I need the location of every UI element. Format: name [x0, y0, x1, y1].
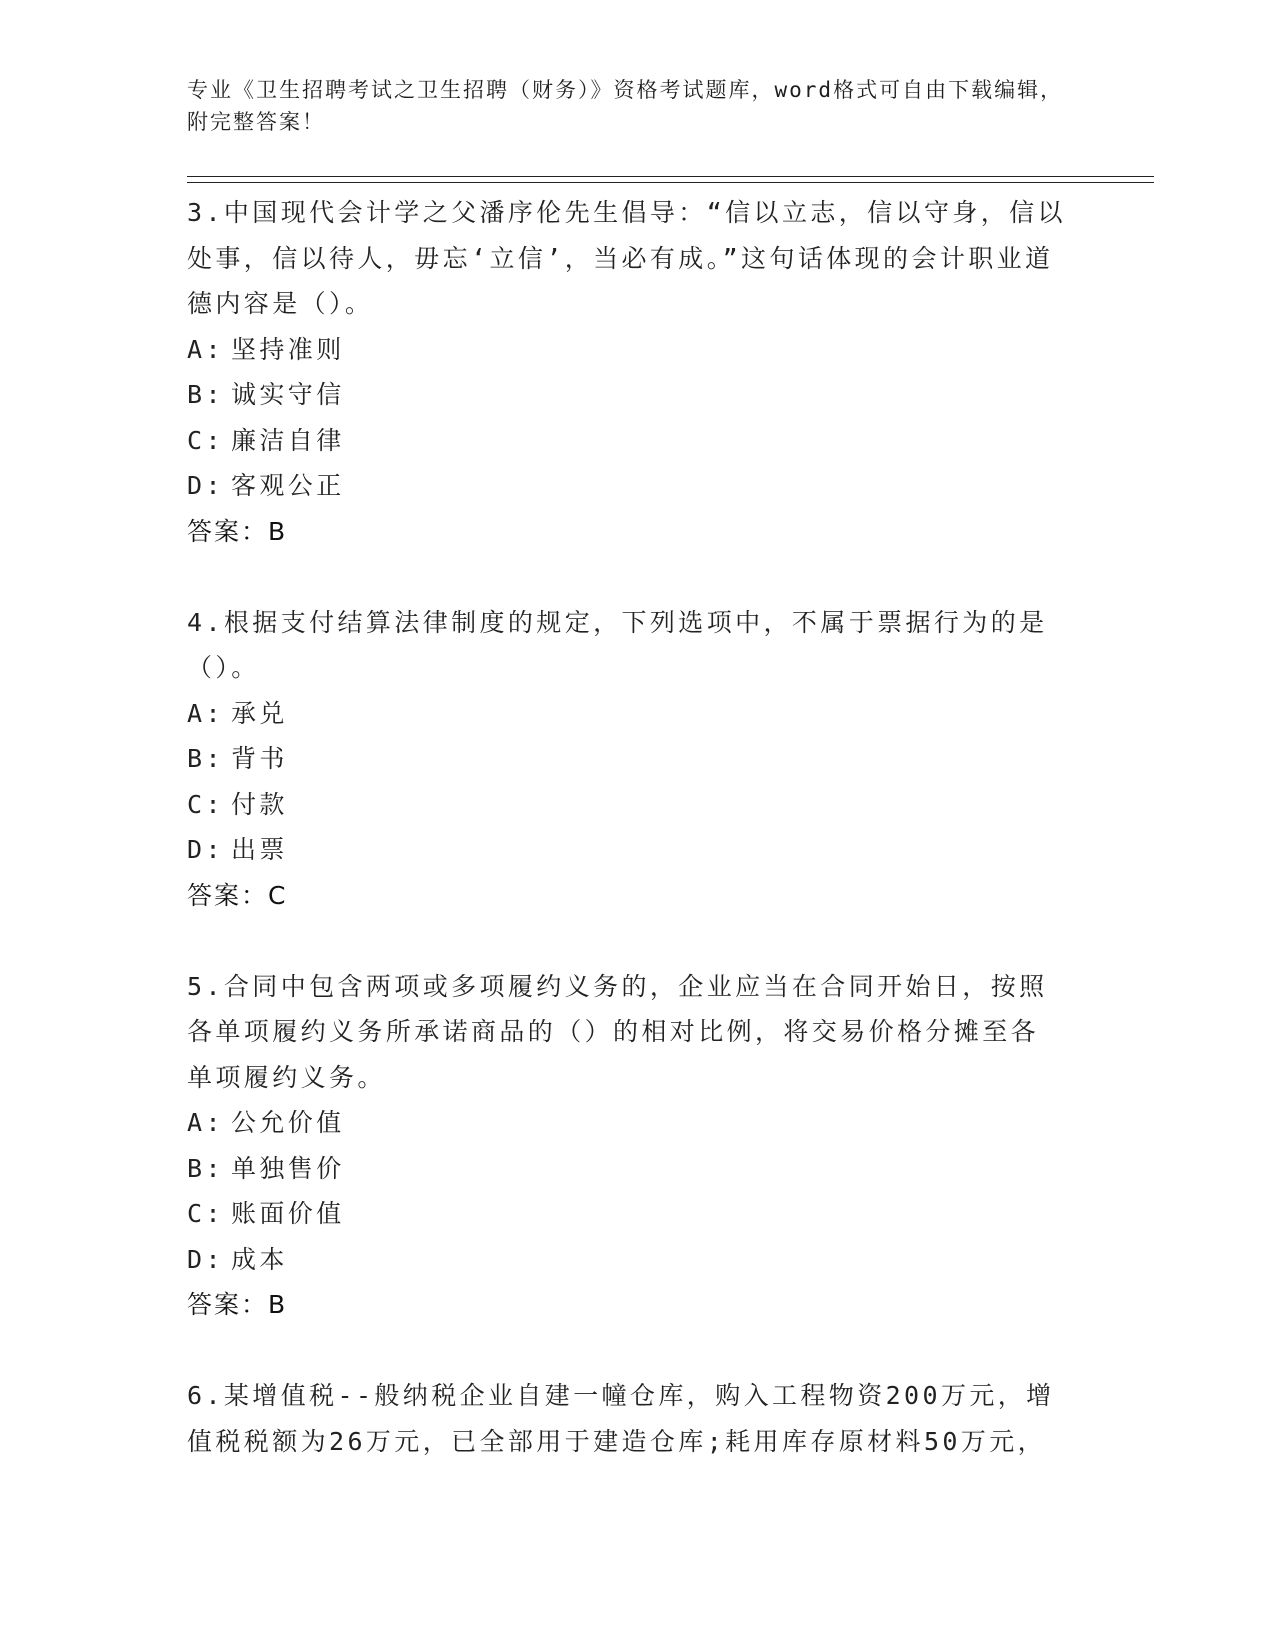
option-c: [187, 418, 1067, 464]
option-key: A:: [187, 334, 224, 364]
option-text: 诚实守信: [231, 380, 345, 409]
option-text: 承兑: [231, 698, 288, 728]
option-c: [187, 1191, 1067, 1237]
header-intro: 专业《卫生招聘考试之卫生招聘（财务）》资格考试题库，word格式可自由下载编辑，附完整答案！: [187, 78, 1064, 134]
option-text: 出票: [231, 835, 288, 864]
header-divider-top: [187, 176, 1154, 177]
option-key: D:: [187, 471, 224, 500]
question-text: 3.中国现代会计学之父潘序伦先生倡导：“信以立志，信以守身，信以处事，信以待人，毋忘‘立信’，当必有成。”这句话体现的会计职业道德内容是（）。: [187, 198, 1066, 318]
option-text: 背书: [231, 744, 288, 773]
option-text: 账面价值: [231, 1199, 345, 1228]
question-list: [187, 190, 1067, 1464]
option-c: [187, 782, 1067, 828]
option-key: C:: [187, 425, 224, 455]
option-text: 公允价值: [231, 1108, 345, 1137]
option-text: 单独售价: [231, 1153, 345, 1183]
option-key: B:: [187, 380, 224, 409]
option-key: D:: [187, 1244, 224, 1274]
question-text: 5.合同中包含两项或多项履约义务的，企业应当在合同开始日，按照各单项履约义务所承诺商品的（）的相对比例，将交易价格分摊至各单项履约义务。: [187, 971, 1048, 1092]
option-d: [187, 463, 1067, 509]
question-text: 4.根据支付结算法律制度的规定，下列选项中，不属于票据行为的是（）。: [187, 607, 1048, 682]
spacer: [187, 918, 1067, 964]
question-3: [187, 190, 1067, 554]
option-a: [187, 1100, 1067, 1146]
question-6: [187, 1373, 1067, 1464]
option-b: [187, 736, 1067, 782]
option-text: 廉洁自律: [231, 425, 345, 455]
answer-line: 答案：B: [187, 1290, 288, 1319]
option-text: 付款: [231, 789, 288, 819]
question-4: [187, 600, 1067, 919]
option-key: A:: [187, 1108, 224, 1137]
answer-line: 答案：C: [187, 880, 288, 910]
spacer: [187, 1328, 1067, 1374]
option-key: D:: [187, 835, 224, 864]
spacer: [187, 554, 1067, 600]
option-key: C:: [187, 1199, 224, 1228]
header-divider-bottom: [187, 182, 1154, 183]
option-key: B:: [187, 744, 224, 773]
option-key: C:: [187, 789, 224, 819]
option-key: A:: [187, 698, 224, 728]
option-a: [187, 691, 1067, 737]
option-d: [187, 1237, 1067, 1283]
option-b: [187, 1146, 1067, 1192]
option-d: [187, 827, 1067, 873]
option-b: [187, 372, 1067, 418]
option-a: [187, 327, 1067, 373]
option-text: 成本: [231, 1244, 288, 1274]
answer-line: 答案：B: [187, 516, 288, 546]
question-text: 6.某增值税--般纳税企业自建一幢仓库，购入工程物资200万元，增值税税额为26万元，已全部用于建造仓库;耗用库存原材料50万元，: [187, 1381, 1055, 1456]
option-key: B:: [187, 1153, 224, 1183]
question-5: [187, 964, 1067, 1328]
option-text: 客观公正: [231, 471, 345, 500]
option-text: 坚持准则: [231, 334, 345, 364]
